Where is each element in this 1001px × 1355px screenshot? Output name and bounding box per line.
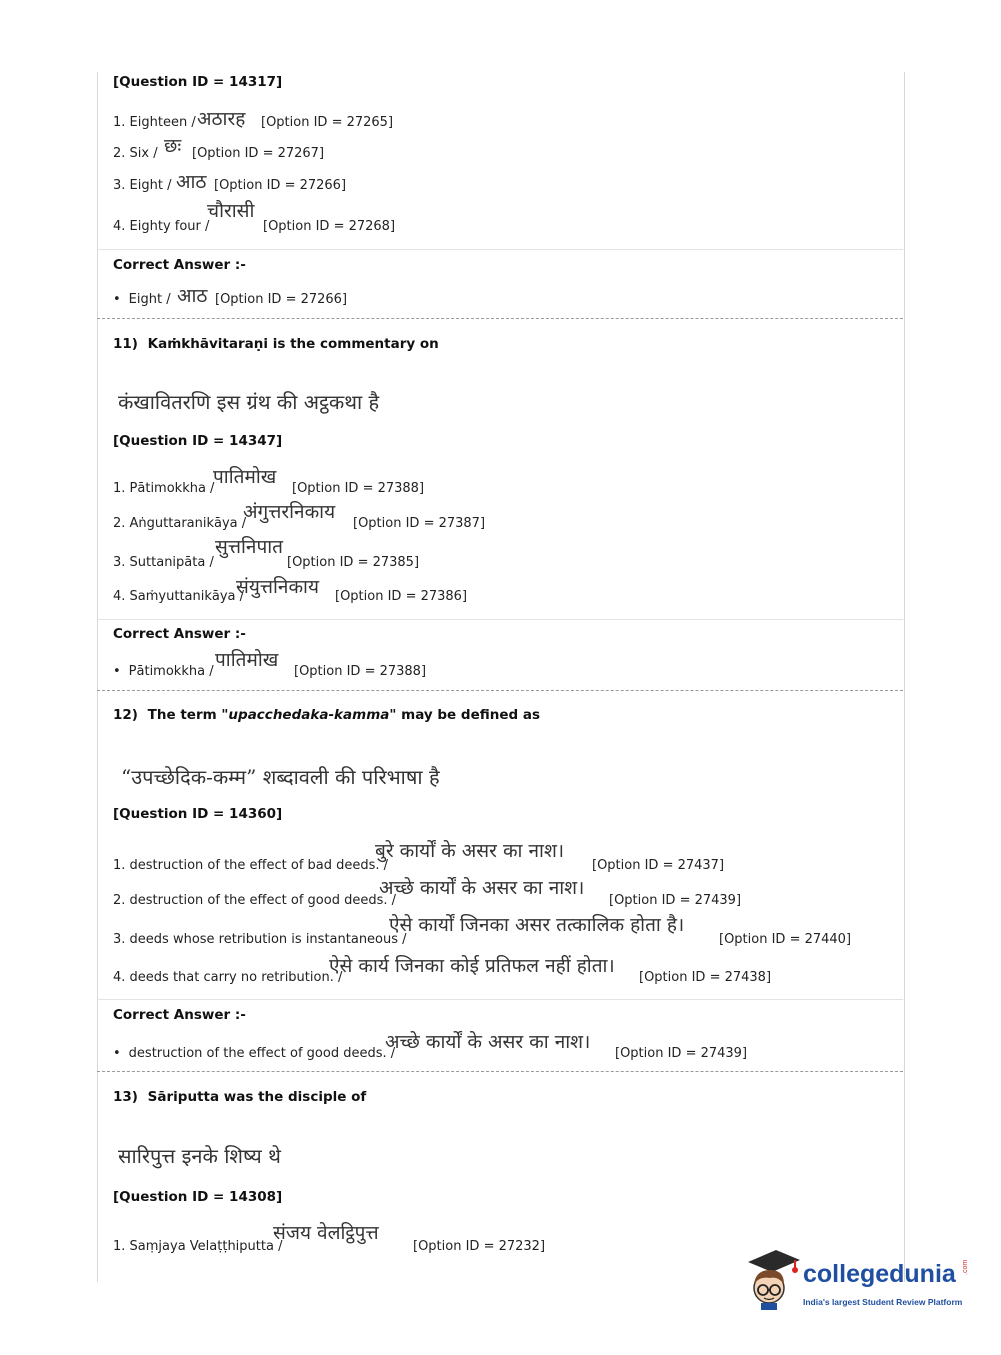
correct-answer-label: • destruction of the effect of good deeds. /: [113, 1046, 395, 1061]
logo-tagline: India's largest Student Review Platform: [803, 1297, 963, 1307]
option-label: 4. Eighty four /: [113, 219, 210, 234]
option-id: [Option ID = 27232]: [413, 1239, 546, 1254]
question-number: 12): [113, 707, 138, 723]
option-label: 1. Saṃjaya Velaṭṭhiputta /: [113, 1239, 283, 1254]
question-text-suffix: may be defined as: [396, 707, 541, 723]
question-text: Kaṁkhāvitaraṇi is the commentary on: [147, 336, 439, 352]
option-hindi: अच्छे कार्यों के असर का नाश।: [379, 877, 585, 899]
option-hindi: अठारह: [197, 108, 246, 130]
mascot-icon: [742, 1248, 802, 1310]
question-hindi: कंखावितरणि इस ग्रंथ की अट्ठकथा है: [118, 390, 380, 414]
option-hindi: ऐसे कार्य जिनका कोई प्रतिफल नहीं होता।: [329, 955, 615, 977]
option-label: 2. Six /: [113, 146, 158, 161]
question-title: [113, 336, 439, 352]
option-id: [Option ID = 27438]: [639, 970, 772, 985]
correct-answer-label: • Eight /: [113, 292, 171, 307]
option-id: [Option ID = 27437]: [592, 858, 725, 873]
option-id: [Option ID = 27265]: [261, 115, 394, 130]
option-hindi: छः: [164, 135, 182, 157]
question-text-term: "upacchedaka-kamma": [221, 707, 397, 723]
option-hindi: अंगुत्तरनिकाय: [243, 501, 336, 523]
option-label: 2. Aṅguttaranikāya /: [113, 516, 247, 531]
question-id: [Question ID = 14317]: [113, 74, 283, 90]
option-hindi: बुरे कार्यों के असर का नाश।: [375, 840, 565, 862]
option-id: [Option ID = 27385]: [287, 555, 420, 570]
correct-answer-heading: Correct Answer :-: [113, 257, 246, 273]
option-label: 3. Eight /: [113, 178, 172, 193]
correct-answer-hindi: अच्छे कार्यों के असर का नाश।: [385, 1031, 591, 1053]
option-id: [Option ID = 27266]: [214, 178, 347, 193]
correct-answer-hindi: आठ: [177, 285, 208, 307]
option-label: 1. Pātimokkha /: [113, 481, 215, 496]
question-id: [Question ID = 14308]: [113, 1189, 283, 1205]
option-hindi: संयुत्तनिकाय: [236, 576, 319, 598]
correct-answer-label: • Pātimokkha /: [113, 664, 214, 679]
option-hindi: आठ: [176, 171, 207, 193]
option-hindi: संजय वेलट्ठिपुत्त: [273, 1222, 379, 1244]
collegedunia-logo: [742, 1246, 967, 1314]
option-label: 3. Suttanipāta /: [113, 555, 214, 570]
question-id: [Question ID = 14347]: [113, 433, 283, 449]
option-label: 2. destruction of the effect of good deeds. /: [113, 893, 397, 908]
option-hindi: पातिमोख: [213, 466, 277, 488]
correct-answer-heading: Correct Answer :-: [113, 626, 246, 642]
question-hindi: “उपच्छेदिक-कम्म” शब्दावली की परिभाषा है: [121, 765, 440, 789]
option-id: [Option ID = 27439]: [609, 893, 742, 908]
question-title: [113, 707, 540, 723]
option-id: [Option ID = 27388]: [292, 481, 425, 496]
option-label: 4. Saṁyuttanikāya /: [113, 589, 245, 604]
option-id: [Option ID = 27388]: [294, 664, 427, 679]
logo-wordmark: collegedunia: [803, 1260, 956, 1288]
question-separator: [97, 318, 903, 319]
option-id: [Option ID = 27440]: [719, 932, 852, 947]
question-number: 13): [113, 1089, 138, 1105]
option-label: 4. deeds that carry no retribution. /: [113, 970, 343, 985]
divider: [97, 619, 903, 620]
option-label: 1. Eighteen /: [113, 115, 196, 130]
option-id: [Option ID = 27268]: [263, 219, 396, 234]
option-label: 1. destruction of the effect of bad deeds. /: [113, 858, 389, 873]
option-hindi: सुत्तनिपात: [215, 536, 283, 558]
question-text-prefix: The term: [147, 707, 222, 723]
correct-answer-hindi: पातिमोख: [215, 649, 279, 671]
option-hindi: ऐसे कार्यों जिनका असर तत्कालिक होता है।: [389, 914, 685, 936]
divider: [97, 999, 903, 1000]
option-hindi: चौरासी: [207, 200, 255, 222]
question-title: [113, 1089, 366, 1105]
option-id: [Option ID = 27266]: [215, 292, 348, 307]
option-id: [Option ID = 27267]: [192, 146, 325, 161]
option-label: 3. deeds whose retribution is instantaneous /: [113, 932, 407, 947]
option-id: [Option ID = 27386]: [335, 589, 468, 604]
question-hindi: सारिपुत्त इनके शिष्य थे: [118, 1144, 281, 1168]
divider: [97, 249, 903, 250]
question-text: Sāriputta was the disciple of: [147, 1089, 367, 1105]
correct-answer-heading: Correct Answer :-: [113, 1007, 246, 1023]
question-id: [Question ID = 14360]: [113, 806, 283, 822]
question-separator: [97, 690, 903, 691]
question-number: 11): [113, 336, 138, 352]
logo-suffix: .com: [962, 1259, 969, 1275]
option-id: [Option ID = 27387]: [353, 516, 486, 531]
option-id: [Option ID = 27439]: [615, 1046, 748, 1061]
question-separator: [97, 1071, 903, 1072]
